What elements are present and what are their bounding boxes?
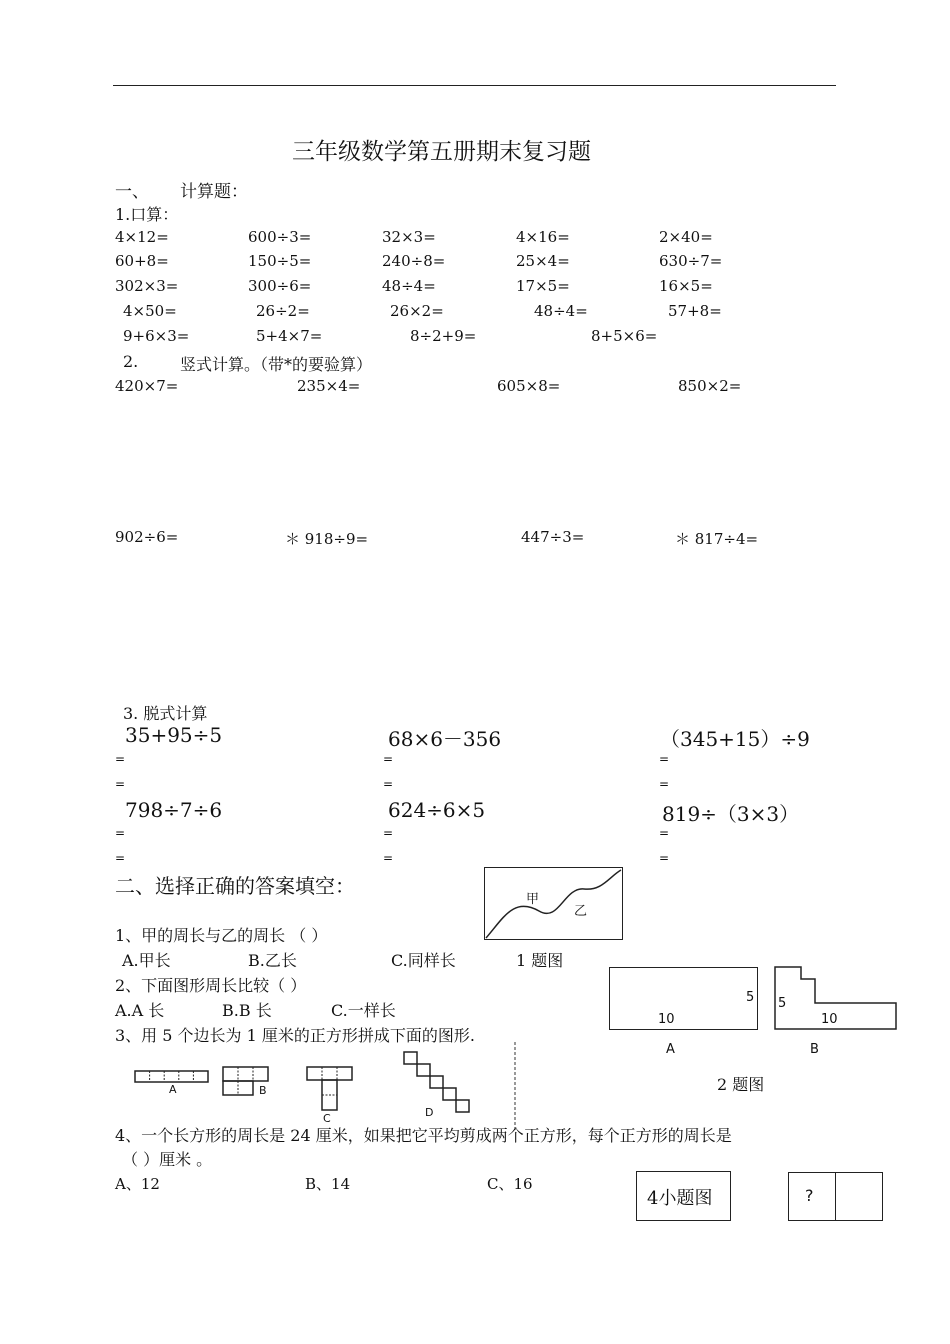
q2-b-side-10: 10 <box>821 1012 838 1027</box>
q2-figure-label: 2 题图 <box>717 1075 765 1094</box>
equals-sign: = <box>383 851 394 865</box>
q4-figure <box>788 1172 883 1221</box>
q3-label-d: D <box>425 1106 434 1119</box>
q4-option-c: C、16 <box>487 1175 533 1193</box>
vertical-calc-item: 420×7= <box>115 377 179 395</box>
q4-option-a: A、12 <box>115 1175 160 1193</box>
q4-text-line2: （ ）厘米 。 <box>122 1150 213 1169</box>
part1-label: 1.口算： <box>115 205 179 224</box>
equals-sign: = <box>383 752 394 766</box>
q4-figure-label-box <box>636 1171 731 1221</box>
header-rule <box>113 85 836 86</box>
q2-text: 2、下面图形周长比较（ ） <box>115 976 307 995</box>
q4-figure-label: 4小题图 <box>647 1188 713 1209</box>
equals-sign: = <box>659 851 670 865</box>
q1-jia-label: 甲 <box>526 892 540 907</box>
oral-item: 150÷5= <box>248 252 312 270</box>
vertical-calc-item: ＊ 918÷9= <box>285 530 369 548</box>
q3-text: 3、用 5 个边长为 1 厘米的正方形拼成下面的图形. <box>115 1026 475 1045</box>
oral-item: 26×2= <box>390 302 444 320</box>
vertical-calc-item: 850×2= <box>678 377 742 395</box>
vertical-calc-item: 902÷6= <box>115 528 179 546</box>
q1-figure-label: 1 题图 <box>516 951 564 970</box>
q1-yi-label: 乙 <box>574 904 588 919</box>
q3-shape-c <box>306 1066 356 1116</box>
q4-option-b: B、14 <box>305 1175 351 1193</box>
q3-label-a: A <box>169 1083 177 1096</box>
oral-item: 4×16= <box>516 228 570 246</box>
oral-item: 60+8= <box>115 252 169 270</box>
step-calc-expr: 624÷6×5 <box>388 798 486 822</box>
oral-item: 4×50= <box>123 302 177 320</box>
oral-item: 32×3= <box>382 228 436 246</box>
q1-option-b: B.乙长 <box>248 951 297 970</box>
equals-sign: = <box>659 826 670 840</box>
oral-item: 302×3= <box>115 277 179 295</box>
equals-sign: = <box>659 777 670 791</box>
oral-item: 2×40= <box>659 228 713 246</box>
oral-item: 9+6×3= <box>123 327 190 345</box>
q2-option-c: C.一样长 <box>331 1001 396 1020</box>
page-title: 三年级数学第五册期末复习题 <box>292 139 591 165</box>
step-calc-expr: 798÷7÷6 <box>125 798 223 822</box>
q2-option-b: B.B 长 <box>222 1001 272 1020</box>
q2-a-side-5: 5 <box>746 990 755 1005</box>
oral-item: 4×12= <box>115 228 169 246</box>
oral-item: 57+8= <box>668 302 722 320</box>
section1-heading-num: 一、 <box>115 182 149 202</box>
step-calc-expr: 35+95÷5 <box>125 723 223 747</box>
q1-option-a: A.甲长 <box>122 951 171 970</box>
equals-sign: = <box>115 826 126 840</box>
q2-figure-a-name: A <box>666 1042 675 1057</box>
q1-curve <box>484 867 623 940</box>
q1-option-c: C.同样长 <box>391 951 456 970</box>
oral-item: 630÷7= <box>659 252 723 270</box>
part2-label-text: 竖式计算。（带*的要验算） <box>180 355 373 374</box>
vertical-calc-item: 605×8= <box>497 377 561 395</box>
oral-item: 240÷8= <box>382 252 446 270</box>
q3-label-c: C <box>323 1112 331 1125</box>
q1-figure <box>484 867 623 940</box>
vertical-calc-item: ＊ 817÷4= <box>675 530 759 548</box>
q2-figure-b-name: B <box>810 1042 819 1057</box>
equals-sign: = <box>383 777 394 791</box>
q2-figure-a <box>609 967 758 1030</box>
equals-sign: = <box>383 826 394 840</box>
oral-item: 25×4= <box>516 252 570 270</box>
q3-shape-a <box>134 1070 210 1084</box>
q2-a-side-10: 10 <box>658 1012 675 1027</box>
oral-item: 16×5= <box>659 277 713 295</box>
q4-question-mark: ? <box>805 1186 814 1205</box>
oral-item: 600÷3= <box>248 228 312 246</box>
divider-dashed <box>513 1042 517 1132</box>
q3-label-b: B <box>259 1084 267 1097</box>
q1-text: 1、甲的周长与乙的周长 （ ） <box>115 926 328 945</box>
q3-shape-d <box>402 1050 482 1120</box>
q4-text-line1: 4、一个长方形的周长是 24 厘米，如果把它平均剪成两个正方形，每个正方形的周长是 <box>115 1126 732 1145</box>
q2-b-side-5: 5 <box>778 996 787 1011</box>
q4-figure-divider <box>835 1173 836 1220</box>
section1-heading-text: 计算题： <box>180 182 248 202</box>
step-calc-expr: 819÷（3×3） <box>662 802 800 826</box>
vertical-calc-item: 235×4= <box>297 377 361 395</box>
section2-heading: 二、选择正确的答案填空： <box>115 874 355 898</box>
oral-item: 26÷2= <box>256 302 310 320</box>
vertical-calc-item: 447÷3= <box>521 528 585 546</box>
step-calc-expr: 68×6－356 <box>388 727 502 751</box>
oral-item: 300÷6= <box>248 277 312 295</box>
oral-item: 48÷4= <box>534 302 588 320</box>
oral-item: 5+4×7= <box>256 327 323 345</box>
equals-sign: = <box>659 752 670 766</box>
oral-item: 8÷2+9= <box>410 327 477 345</box>
equals-sign: = <box>115 752 126 766</box>
step-calc-expr: （345+15）÷9 <box>660 727 810 751</box>
q2-option-a: A.A 长 <box>115 1001 165 1020</box>
equals-sign: = <box>115 851 126 865</box>
oral-item: 48÷4= <box>382 277 436 295</box>
oral-item: 8+5×6= <box>591 327 658 345</box>
oral-item: 17×5= <box>516 277 570 295</box>
part3-label: 3. 脱式计算 <box>123 704 208 723</box>
part2-label-num: 2. <box>123 352 139 371</box>
equals-sign: = <box>115 777 126 791</box>
